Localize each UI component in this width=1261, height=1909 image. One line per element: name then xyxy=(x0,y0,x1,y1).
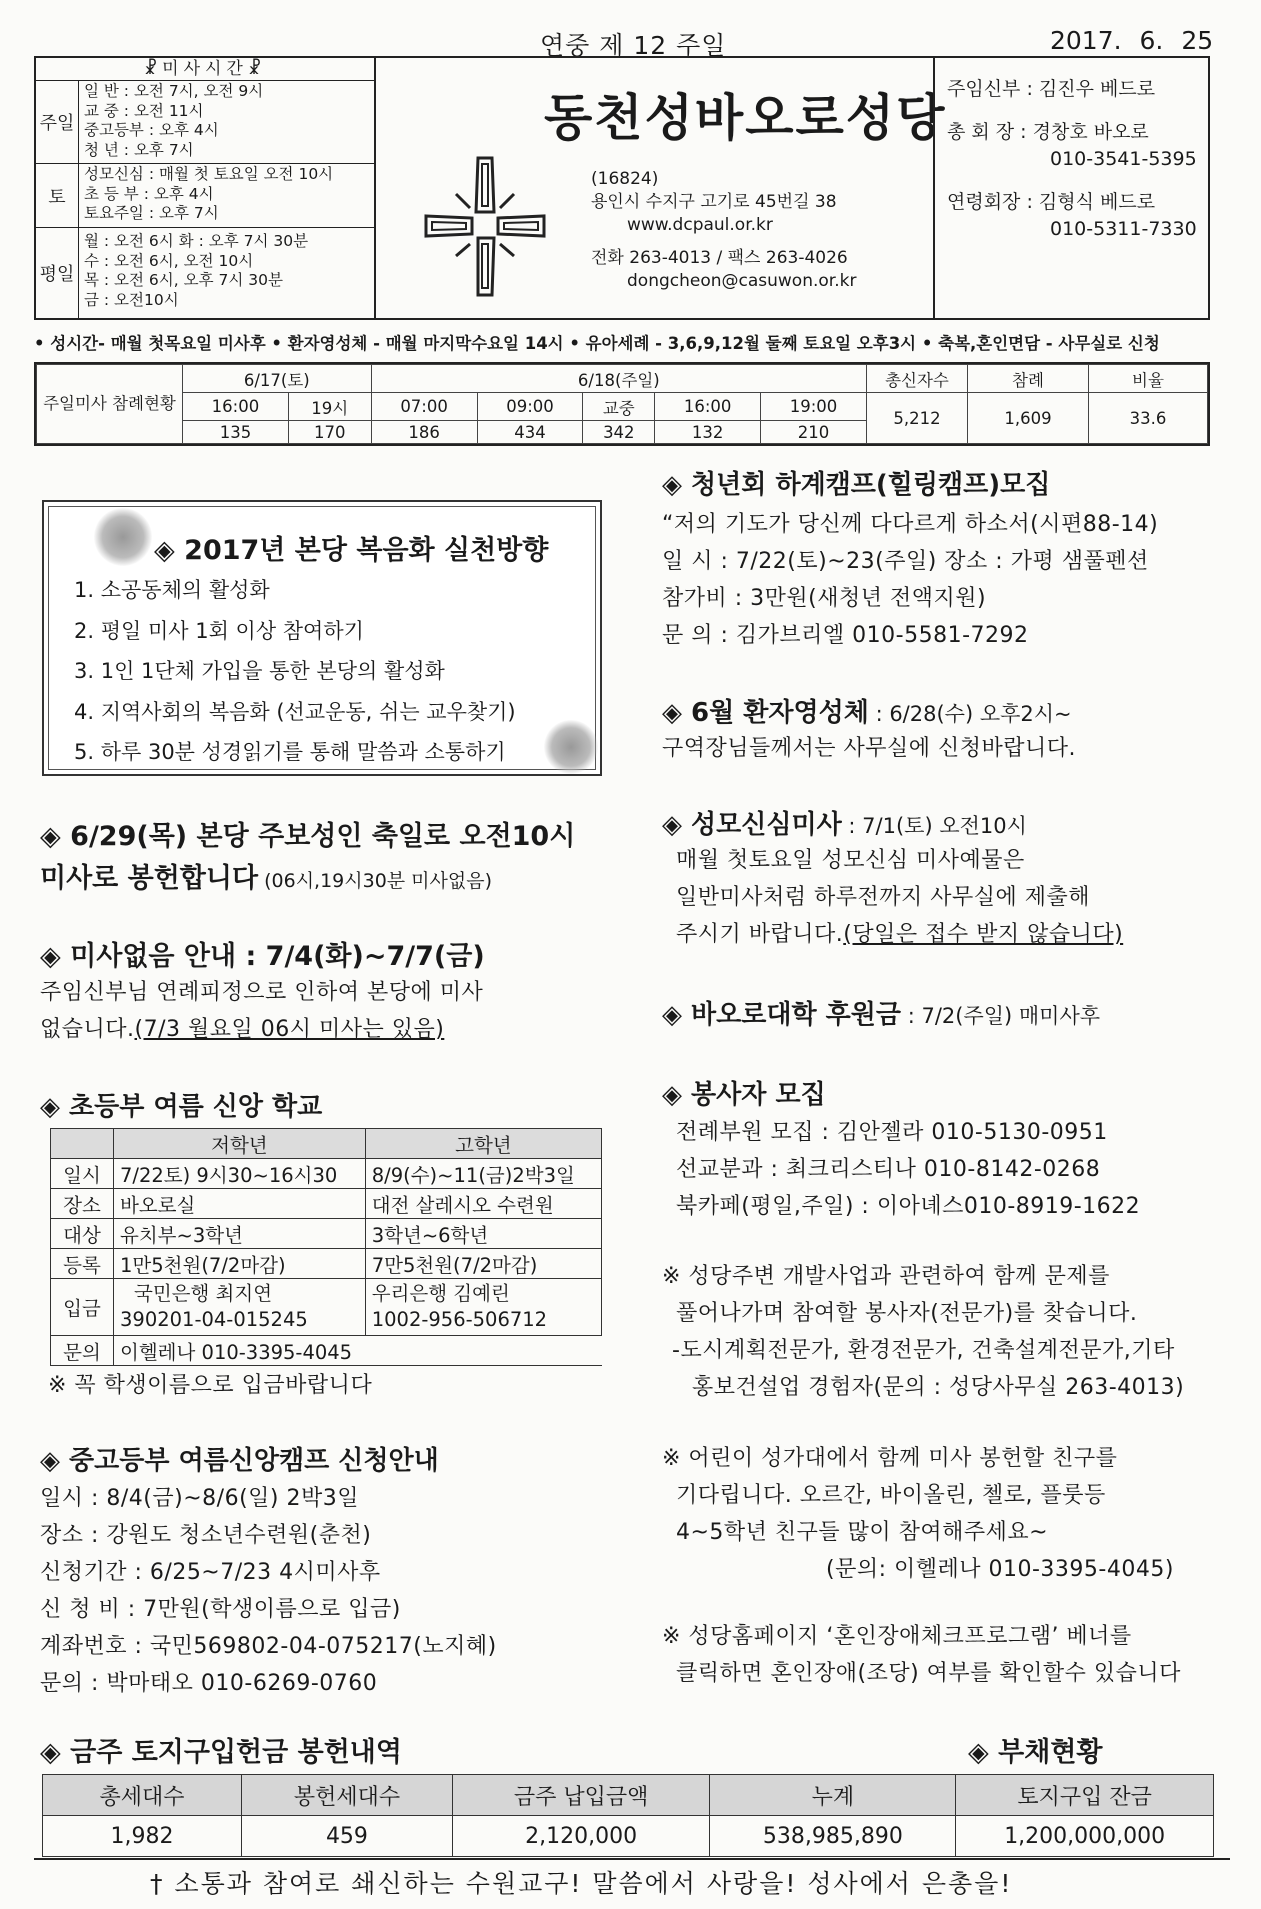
nomass-line-2: 없습니다. xyxy=(40,1017,135,1042)
nomass-title: ◈ 미사없음 안내 : 7/4(화)~7/7(금) xyxy=(40,941,485,972)
dev-note xyxy=(662,1258,1184,1406)
info-line: ※ 성당주변 개발사업과 관련하여 함께 문제를 xyxy=(662,1264,1110,1289)
choir-note xyxy=(662,1440,1174,1588)
donation-value: 2,120,000 xyxy=(452,1816,710,1857)
mass-weekday-lines xyxy=(84,232,308,310)
pastor: 주임신부 : 김진우 베드로 xyxy=(947,78,1156,100)
staff-list xyxy=(947,76,1197,243)
youth-camp-title: ◈ 중고등부 여름신앙캠프 신청안내 xyxy=(40,1446,439,1476)
info-line: 참가비 : 3만원(새청년 전액지원) xyxy=(662,586,987,611)
mass-saturday-lines xyxy=(84,165,333,224)
attendance-label: 주일미사 참례현황 xyxy=(37,365,183,444)
cell-low: 유치부~3학년 xyxy=(114,1219,366,1249)
bank-high-name: 우리은행 김예린 xyxy=(371,1282,510,1305)
attendance-time: 16:00 xyxy=(655,393,761,421)
attendance-count: 132 xyxy=(655,421,761,444)
cell-high: 8/9(수)~11(금)2박3일 xyxy=(365,1159,601,1189)
feast-notice xyxy=(40,816,575,902)
mass-saturday-label: 토 xyxy=(36,164,79,227)
mass-weekday xyxy=(36,228,374,318)
attendance-count: 434 xyxy=(477,421,583,444)
school-head-low: 저학년 xyxy=(114,1129,366,1159)
mass-line: 월 : 오전 6시 화 : 오후 7시 30분 xyxy=(84,232,309,250)
donation-head: 누계 xyxy=(710,1775,956,1816)
info-line: 홍보건설업 경험자(문의 : 성당사무실 263-4013) xyxy=(692,1375,1185,1400)
info-line: 신청기간 : 6/25~7/23 4시미사후 xyxy=(40,1560,381,1585)
info-line: 장소 : 강원도 청소년수련원(춘천) xyxy=(40,1523,372,1548)
marian-caveat: (당일은 접수 받지 않습니다) xyxy=(843,922,1124,947)
mass-line: 성모신심 : 매월 첫 토요일 오전 10시 xyxy=(84,165,334,183)
cell-high: 3학년~6학년 xyxy=(365,1219,601,1249)
table-row xyxy=(51,1249,602,1279)
table-row xyxy=(51,1279,602,1336)
info-line: -도시계획전문가, 환경전문가, 건축설계전문가,기타 xyxy=(672,1338,1175,1363)
school-contact: 이헬레나 010-3395-4045 xyxy=(114,1336,602,1366)
footer-divider xyxy=(34,1858,1230,1860)
council-president-phone: 010-3541-5395 xyxy=(1050,148,1197,170)
info-line: 일반미사처럼 하루전까지 사무실에 제출해 xyxy=(676,885,1091,910)
attendance-count: 170 xyxy=(288,421,371,444)
mass-times-title: ☧미사시간☧ xyxy=(36,58,374,81)
row-label: 등록 xyxy=(51,1249,114,1279)
feast-line-1: ◈ 6/29(목) 본당 주보성인 축일로 오전10시 xyxy=(40,821,576,852)
mass-saturday xyxy=(36,164,374,228)
phone-fax: 전화 263-4013 / 팩스 263-4026 xyxy=(591,248,848,268)
table-row xyxy=(51,1159,602,1189)
info-line: 계좌번호 : 국민569802-04-075217(노지혜) xyxy=(40,1634,497,1659)
youth-camp-body xyxy=(40,1480,497,1702)
info-line: (문의: 이헬레나 010-3395-4045) xyxy=(826,1557,1174,1582)
mass-sunday-label: 주일 xyxy=(36,81,79,163)
marian-mass-body xyxy=(676,842,1123,953)
cell-high: 7만5천원(7/2마감) xyxy=(365,1249,601,1279)
mass-line: 수 : 오전 6시, 오전 10시 xyxy=(84,251,254,270)
cell-low: 7/22토) 9시30~16시30 xyxy=(114,1159,366,1189)
council-president: 총 회 장 : 경창호 바오로 xyxy=(947,121,1149,143)
list-item: 2. 평일 미사 1회 이상 참여하기 xyxy=(74,618,364,643)
donation-head: 금주 납입금액 xyxy=(452,1775,710,1816)
info-line: 북카페(평일,주일) : 이아녜스010-8919-1622 xyxy=(676,1194,1141,1219)
street-address: 용인시 수지구 고기로 45번길 38 xyxy=(591,192,837,212)
mass-line: 초 등 부 : 오후 4시 xyxy=(84,184,214,203)
attendance-time: 07:00 xyxy=(371,393,477,421)
funeral-chair: 연령회장 : 김형식 베드로 xyxy=(947,191,1156,213)
marian-mass-title xyxy=(662,804,1027,841)
attendance-sat-date: 6/17(토) xyxy=(183,365,372,393)
info-line: 일 시 : 7/22(토)~23(주일) 장소 : 가평 샘풀펜션 xyxy=(662,549,1149,574)
attendance-count: 186 xyxy=(371,421,477,444)
info-line: 4~5학년 친구들 많이 참여해주세요~ xyxy=(676,1520,1049,1545)
donation-value: 538,985,890 xyxy=(710,1816,956,1857)
postcode: (16824) xyxy=(591,169,659,189)
attendance-count: 210 xyxy=(761,421,867,444)
row-label: 입금 xyxy=(51,1279,114,1336)
mass-line: 중고등부 : 오후 4시 xyxy=(84,121,219,139)
bank-low-account: 390201-04-015245 xyxy=(120,1308,308,1331)
parish-address-block xyxy=(591,168,856,293)
evangelization-title: ◈ 2017년 본당 복음화 실천방향 xyxy=(154,535,549,566)
list-item: 3. 1인 1단체 가입을 통한 본당의 활성화 xyxy=(74,659,445,683)
attendance-table xyxy=(34,362,1210,446)
cell-low: 바오로실 xyxy=(114,1189,366,1219)
healing-camp-body xyxy=(662,506,1158,654)
list-item: 1. 소공동체의 활성화 xyxy=(74,578,270,602)
info-line: 주시기 바랍니다. xyxy=(676,922,844,947)
header-frame xyxy=(34,56,1210,320)
info-line: ※ 어린이 성가대에서 함께 미사 봉헌할 친구를 xyxy=(662,1446,1118,1471)
evangelization-list xyxy=(74,570,516,773)
info-line: 클릭하면 혼인장애(조당) 여부를 확인할수 있습니다 xyxy=(676,1661,1181,1686)
mass-times-box xyxy=(36,58,376,318)
row-label: 문의 xyxy=(51,1336,114,1366)
mass-line: 일 반 : 오전 7시, 오전 9시 xyxy=(84,82,264,100)
evangelization-box xyxy=(42,500,602,776)
volunteer-title: ◈ 봉사자 모집 xyxy=(662,1080,826,1110)
mass-sunday xyxy=(36,81,374,164)
nomass-exception: (7/3 월요일 06시 미사는 있음) xyxy=(134,1017,445,1042)
attendance-total-head: 총신자수 xyxy=(867,365,968,393)
attendance-attend-head: 참례 xyxy=(968,365,1089,393)
school-note: ※ 꼭 학생이름으로 입금바랍니다 xyxy=(48,1373,373,1398)
donation-head: 봉헌세대수 xyxy=(242,1775,453,1816)
school-table xyxy=(50,1128,602,1366)
mass-line: 금 : 오전10시 xyxy=(84,290,179,309)
decorative-blur xyxy=(544,720,598,774)
debt-title: ◈ 부채현황 xyxy=(968,1737,1103,1768)
healing-camp-title: ◈ 청년회 하계캠프(힐링캠프)모집 xyxy=(662,470,1051,500)
feast-line-2: 미사로 봉헌합니다 xyxy=(40,863,259,894)
nomass-body xyxy=(40,974,483,1048)
table-row xyxy=(51,1189,602,1219)
attendance-time: 19시 xyxy=(288,393,371,421)
school-title: ◈ 초등부 여름 신앙 학교 xyxy=(40,1092,323,1122)
attendance-time: 교중 xyxy=(583,393,655,421)
donation-value: 1,200,000,000 xyxy=(956,1816,1214,1857)
attendance-ratio-head: 비율 xyxy=(1089,365,1208,393)
info-line: 일시 : 8/4(금)~8/6(일) 2박3일 xyxy=(40,1486,359,1511)
mass-line: 청 년 : 오후 7시 xyxy=(84,140,194,159)
donation-title: ◈ 금주 토지구입헌금 봉헌내역 xyxy=(40,1737,402,1768)
feast-note: (06시,19시30분 미사없음) xyxy=(258,870,493,892)
table-row xyxy=(51,1336,602,1366)
info-line: 매월 첫토요일 성모신심 미사예물은 xyxy=(676,848,1025,873)
info-line: 신 청 비 : 7만원(학생이름으로 입금) xyxy=(40,1597,401,1622)
info-line: 문 의 : 김가브리엘 010-5581-7292 xyxy=(662,623,1029,648)
sick-date: : 6/28(수) 오후2시~ xyxy=(868,702,1072,726)
donation-value: 1,982 xyxy=(43,1816,242,1857)
paul-univ-date: : 7/2(주일) 매미사후 xyxy=(901,1004,1101,1028)
list-item: 4. 지역사회의 복음화 (선교운동, 쉬는 교우찾기) xyxy=(74,699,516,724)
mass-line: 토요주일 : 오후 7시 xyxy=(84,204,219,222)
email-link[interactable]: dongcheon@casuwon.or.kr xyxy=(627,271,857,291)
info-line: 문의 : 박마태오 010-6269-0760 xyxy=(40,1671,378,1696)
row-label: 대상 xyxy=(51,1219,114,1249)
cell-high: 대전 살레시오 수련원 xyxy=(365,1189,601,1219)
mass-line: 목 : 오전 6시, 오후 7시 30분 xyxy=(84,271,283,289)
website-link[interactable]: www.dcpaul.or.kr xyxy=(627,215,773,235)
volunteer-body xyxy=(676,1114,1140,1225)
attendance-total: 5,212 xyxy=(867,393,968,444)
attendance-ratio: 33.6 xyxy=(1089,393,1208,444)
donation-head: 총세대수 xyxy=(43,1775,242,1816)
marriage-note xyxy=(662,1618,1181,1692)
decorative-blur xyxy=(94,508,152,566)
sick-communion-title xyxy=(662,692,1072,729)
mass-sunday-lines xyxy=(84,82,263,160)
attendance-count: 135 xyxy=(183,421,289,444)
info-line: 전례부원 모집 : 김안젤라 010-5130-0951 xyxy=(676,1120,1108,1145)
week-label: 연중 제 12 주일 xyxy=(540,31,727,60)
info-line: 기다립니다. 오르간, 바이올린, 첼로, 플룻등 xyxy=(676,1483,1106,1508)
marian-date: : 7/1(토) 오전10시 xyxy=(841,814,1027,838)
attendance-time: 19:00 xyxy=(761,393,867,421)
table-row xyxy=(51,1219,602,1249)
school-head-high: 고학년 xyxy=(365,1129,601,1159)
info-line: ※ 성당홈페이지 ‘혼인장애체크프로그램’ 베너를 xyxy=(662,1624,1132,1649)
attendance-time: 09:00 xyxy=(477,393,583,421)
staff-box xyxy=(933,58,1210,318)
paul-univ-heading: ◈ 바오로대학 후원금 xyxy=(662,1000,902,1030)
info-line: 선교분과 : 최크리스티나 010-8142-0268 xyxy=(676,1157,1101,1182)
sick-title: ◈ 6월 환자영성체 xyxy=(662,698,869,728)
parish-name: 동천성바오로성당 xyxy=(544,89,947,147)
parish-cross-logo-icon xyxy=(420,150,550,300)
paul-univ-title xyxy=(662,994,1100,1031)
bank-high-account: 1002-956-506712 xyxy=(371,1308,548,1331)
donation-table xyxy=(42,1774,1214,1857)
nomass-line-1: 주임신부님 연례피정으로 인하여 본당에 미사 xyxy=(40,980,484,1005)
info-line: 풀어나가며 참여할 봉사자(전문가)를 찾습니다. xyxy=(676,1301,1138,1326)
attendance-attend: 1,609 xyxy=(968,393,1089,444)
info-line: “저의 기도가 당신께 다다르게 하소서(시편88-14) xyxy=(662,512,1159,537)
sick-communion-body: 구역장님들께서는 사무실에 신청바랍니다. xyxy=(662,736,1077,761)
row-label: 일시 xyxy=(51,1159,114,1189)
mass-line: 교 중 : 오전 11시 xyxy=(84,101,204,120)
donation-head: 토지구입 잔금 xyxy=(956,1775,1214,1816)
footer-motto: † 소통과 참여로 쇄신하는 수원교구! 말씀에서 사랑을! 성사에서 은총을! xyxy=(150,1869,1013,1898)
bank-low-name: 국민은행 최지연 xyxy=(134,1282,273,1305)
attendance-sun-date: 6/18(주일) xyxy=(371,365,866,393)
issue-date: 2017. 6. 25 xyxy=(1050,26,1214,55)
list-item: 5. 하루 30분 성경읽기를 통해 말씀과 소통하기 xyxy=(74,740,506,764)
funeral-chair-phone: 010-5311-7330 xyxy=(1050,218,1197,240)
row-label: 장소 xyxy=(51,1189,114,1219)
attendance-count: 342 xyxy=(583,421,655,444)
general-notice-line: • 성시간- 매월 첫목요일 미사후 • 환자영성체 - 매월 마지막수요일 14시 • 유아세례 - 3,6,9,12월 둘째 토요일 오후3시 • 축복,혼인면담 - 사무실로 신청 xyxy=(34,334,1160,353)
attendance-time: 16:00 xyxy=(183,393,289,421)
donation-value: 459 xyxy=(242,1816,453,1857)
mass-weekday-label: 평일 xyxy=(36,228,79,318)
cell-low: 1만5천원(7/2마감) xyxy=(114,1249,366,1279)
marian-title: ◈ 성모신심미사 xyxy=(662,810,842,840)
